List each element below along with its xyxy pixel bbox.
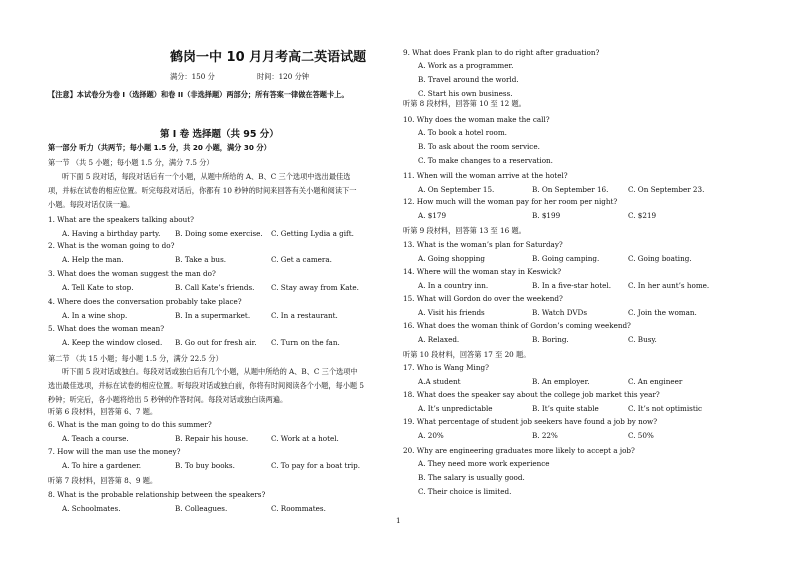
option-c: C. Turn on the fan. <box>271 338 340 347</box>
question-text: 10. Why does the woman make the call? <box>403 115 550 124</box>
option-c: C. Work at a hotel. <box>271 434 339 443</box>
option-c: C. To pay for a boat trip. <box>271 461 361 470</box>
page-title: 鹤岗一中 10 月月考高二英语试题 <box>170 50 367 65</box>
listening-note: 听第 9 段材料，回答第 13 至 16 题。 <box>403 226 526 235</box>
option-b: B. The salary is usually good. <box>418 473 525 482</box>
option-c: C. 50% <box>628 431 654 440</box>
question-text: 8. What is the probable relationship between the speakers? <box>48 490 266 499</box>
option-a: A. Tell Kate to stop. <box>62 283 134 292</box>
question-text: 12. How much will the woman pay for her room per night? <box>403 197 618 206</box>
option-c: C. Join the woman. <box>628 308 697 317</box>
option-b: B. To ask about the room service. <box>418 142 540 151</box>
sec2-intro: 秒钟；听完后，各小题将给出 5 秒钟的作答时间。每段对话或独白读两遍。 <box>48 395 288 404</box>
question-text: 20. Why are engineering graduates more likely to accept a job? <box>403 446 635 455</box>
notice: 【注意】本试卷分为卷 I（选择题）和卷 II（非选择题）两部分；所有答案一律做在答题卡上。 <box>48 90 349 99</box>
volume-heading: 第 I 卷 选择题（共 95 分） <box>160 129 279 140</box>
option-c: C. An engineer <box>628 377 683 386</box>
option-a: A. Teach a course. <box>62 434 129 443</box>
question-text: 4. Where does the conversation probably take place? <box>48 297 242 306</box>
listening-note: 听第 10 段材料，回答第 17 至 20 题。 <box>403 350 531 359</box>
option-a: A. Help the man. <box>62 255 124 264</box>
option-a: A. Keep the window closed. <box>62 338 163 347</box>
option-c: C. $219 <box>628 211 657 220</box>
sec2-heading: 第二节 （共 15 小题；每小题 1.5 分，满分 22.5 分） <box>48 354 223 363</box>
option-b: B. Repair his house. <box>175 434 249 443</box>
question-text: 2. What is the woman going to do? <box>48 241 175 250</box>
option-b: B. Watch DVDs <box>532 308 588 317</box>
listening-note: 听第 6 段材料，回答第 6、7 题。 <box>48 407 158 416</box>
option-c: C. Their choice is limited. <box>418 487 512 496</box>
option-a: A. In a country inn. <box>418 281 489 290</box>
option-c: C. Roommates. <box>271 504 326 513</box>
sec2-intro: 听下面 5 段对话或独白。每段对话或独白后有几个小题，从题中所给的 A、B、C 三个选项中 <box>62 367 358 376</box>
option-a: A. Having a birthday party. <box>62 229 161 238</box>
option-b: B. An employer. <box>532 377 590 386</box>
option-c: C. Busy. <box>628 335 657 344</box>
option-b: B. It’s quite stable <box>532 404 599 413</box>
listening-note: 听第 7 段材料，回答第 8、9 题。 <box>48 476 158 485</box>
option-a: A. Going shopping <box>418 254 486 263</box>
option-a: A. Work as a programmer. <box>418 61 514 70</box>
question-text: 1. What are the speakers talking about? <box>48 215 195 224</box>
sec2-intro: 选出最佳选项，并标在试卷的相应位置。听每段对话或独白前，你将有时间阅读各个小题，每小题 5 <box>48 381 364 390</box>
part1-heading: 第一部分 听力（共两节；每小题 1.5 分，共 20 小题，满分 30 分） <box>48 143 271 152</box>
sec1-heading: 第一节 （共 5 小题；每小题 1.5 分，满分 7.5 分） <box>48 158 214 167</box>
option-a: A. It’s unpredictable <box>418 404 493 413</box>
option-a: A. Relaxed. <box>418 335 460 344</box>
question-text: 14. Where will the woman stay in Keswick? <box>403 267 562 276</box>
option-b: B. Colleagues. <box>175 504 228 513</box>
option-a: A. They need more work experience <box>418 459 550 468</box>
question-text: 7. How will the man use the money? <box>48 447 181 456</box>
option-b: B. Go out for fresh air. <box>175 338 257 347</box>
option-c: C. To make changes to a reservation. <box>418 156 553 165</box>
option-a: A. 20% <box>418 431 444 440</box>
option-c: C. Stay away from Kate. <box>271 283 359 292</box>
option-a: A. Schoolmates. <box>62 504 121 513</box>
option-b: B. Travel around the world. <box>418 75 519 84</box>
option-c: C. On September 23. <box>628 185 705 194</box>
option-c: C. It’s not optimistic <box>628 404 703 413</box>
option-b: B. Call Kate’s friends. <box>175 283 255 292</box>
sec1-intro: 项，并标在试卷的相应位置。听完每段对话后，你都有 10 秒钟的时间来回答有关小题和阅读下一 <box>48 186 357 195</box>
question-text: 17. Who is Wang Ming? <box>403 363 489 372</box>
option-a: A.A student <box>418 377 461 386</box>
exam-time: 时间：120 分钟 <box>257 72 309 81</box>
question-text: 3. What does the woman suggest the man do? <box>48 269 216 278</box>
listening-note: 听第 8 段材料，回答第 10 至 12 题。 <box>403 99 526 108</box>
question-text: 9. What does Frank plan to do right after graduation? <box>403 48 600 57</box>
option-a: A. Visit his friends <box>418 308 485 317</box>
option-a: A. To book a hotel room. <box>418 128 507 137</box>
option-b: B. In a five-star hotel. <box>532 281 611 290</box>
option-c: C. Going boating. <box>628 254 692 263</box>
option-b: B. Boring. <box>532 335 569 344</box>
option-c: C. In her aunt’s home. <box>628 281 710 290</box>
question-text: 15. What will Gordon do over the weekend? <box>403 294 563 303</box>
option-c: C. Getting Lydia a gift. <box>271 229 354 238</box>
option-b: B. Doing some exercise. <box>175 229 263 238</box>
question-text: 16. What does the woman think of Gordon’s coming weekend? <box>403 321 631 330</box>
option-c: C. Start his own business. <box>418 89 513 98</box>
option-b: B. Going camping. <box>532 254 600 263</box>
question-text: 5. What does the woman mean? <box>48 324 165 333</box>
option-c: C. Get a camera. <box>271 255 332 264</box>
option-a: A. On September 15. <box>418 185 495 194</box>
sec1-intro: 小题。每段对话仅读一遍。 <box>48 200 135 209</box>
option-b: B. $199 <box>532 211 561 220</box>
sec1-intro: 听下面 5 段对话，每段对话后有一个小题，从题中所给的 A、B、C 三个选项中选出最佳选 <box>62 172 351 181</box>
option-a: A. In a wine shop. <box>62 311 128 320</box>
question-text: 18. What does the speaker say about the college job market this year? <box>403 390 660 399</box>
option-b: B. On September 16. <box>532 185 609 194</box>
option-a: A. To hire a gardener. <box>62 461 142 470</box>
page-number: 1 <box>396 516 401 525</box>
option-b: B. 22% <box>532 431 558 440</box>
option-b: B. In a supermarket. <box>175 311 251 320</box>
question-text: 13. What is the woman’s plan for Saturday? <box>403 240 563 249</box>
option-c: C. In a restaurant. <box>271 311 338 320</box>
full-score: 满分：150 分 <box>170 72 215 81</box>
question-text: 11. When will the woman arrive at the hotel? <box>403 171 568 180</box>
option-b: B. Take a bus. <box>175 255 227 264</box>
question-text: 6. What is the man going to do this summer? <box>48 420 212 429</box>
option-a: A. $179 <box>418 211 447 220</box>
option-b: B. To buy books. <box>175 461 235 470</box>
question-text: 19. What percentage of student job seekers have found a job by now? <box>403 417 658 426</box>
